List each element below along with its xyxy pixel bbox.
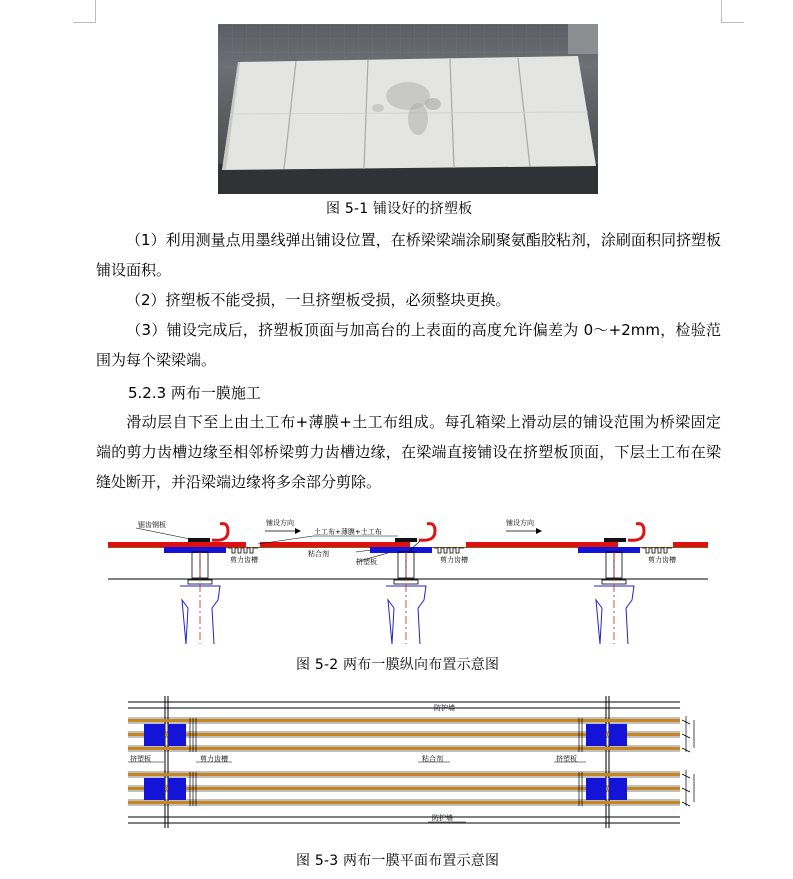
label-guard-wall-bottom: 防护墙 xyxy=(432,814,453,822)
xps-block xyxy=(586,724,606,746)
figure-5-3-caption: 图 5-3 两布一膜平面布置示意图 xyxy=(296,853,500,869)
label-adhesive: 粘合剂 xyxy=(422,755,443,763)
label-xps-right: 挤塑板 xyxy=(556,755,577,763)
xps-block xyxy=(609,778,627,800)
label-xps: 挤塑板 xyxy=(356,558,377,566)
section-heading: 5.2.3 两布一膜施工 xyxy=(128,384,261,402)
xps-block xyxy=(586,778,606,800)
shear-groove xyxy=(434,548,464,553)
membrane-hook xyxy=(212,524,228,541)
membrane-segment xyxy=(466,542,618,547)
steel-plate xyxy=(395,538,417,542)
label-direction-1: 铺设方向 xyxy=(266,519,294,527)
crop-mark-top-right xyxy=(721,0,744,23)
paragraph-2: （2）挤塑板不能受损，一旦挤塑板受损，必须整块更换。 xyxy=(126,291,511,309)
figure-5-1-caption: 图 5-1 铺设好的挤塑板 xyxy=(326,201,473,217)
direction-arrow xyxy=(265,528,301,534)
label-adhesive: 粘合剂 xyxy=(308,550,329,558)
direction-arrow xyxy=(506,528,542,534)
crop-mark-top-left xyxy=(73,0,96,23)
xps-block xyxy=(144,724,165,746)
label-direction-2: 铺设方向 xyxy=(506,519,534,527)
body-paragraph: 滑动层自下至上由土工布+薄膜+土工布组成。每孔箱梁上滑动层的铺设范围为桥梁固定端的剪力齿槽边缘至相邻桥梁剪力齿槽边缘，在梁端直接铺设在挤塑板顶面，下层土工布在梁缝处断开，并沿梁端边缘将多余部分剪除。 xyxy=(96,413,721,491)
xps-block xyxy=(168,778,186,800)
shear-groove xyxy=(642,548,672,553)
figure-5-2-caption: 图 5-2 两布一膜纵向布置示意图 xyxy=(296,657,500,673)
xps-block xyxy=(144,778,165,800)
dimension-ticks xyxy=(682,716,694,806)
membrane-segment xyxy=(673,542,708,547)
figure-photo-xps-boards xyxy=(218,24,598,194)
paragraph-3: （3）铺设完成后，挤塑板顶面与加高台的上表面的高度允许偏差为 0～+2mm，检验范围为每个梁梁端。 xyxy=(96,321,721,369)
label-xps-left: 挤塑板 xyxy=(130,755,151,763)
label-layers: 土工布+薄膜+土工布 xyxy=(314,528,382,536)
membrane-hook xyxy=(628,524,644,541)
paragraph-1: （1）利用测量点用墨线弹出铺设位置，在桥梁梁端涂刷聚氨酯胶粘剂，涂刷面积同挤塑板铺设面积。 xyxy=(96,231,721,279)
label-shear-groove-2: 剪力齿槽 xyxy=(440,556,468,564)
xps-block xyxy=(609,724,627,746)
membrane-hook xyxy=(419,524,435,541)
steel-plate xyxy=(188,538,210,542)
membrane-segment xyxy=(108,542,246,547)
figure-5-3-plan-diagram xyxy=(128,696,708,828)
label-steel-plate: 锯齿钢板 xyxy=(138,521,166,529)
label-shear-groove-left: 剪力齿槽 xyxy=(200,755,228,763)
shear-groove xyxy=(228,548,258,553)
membrane-segment xyxy=(260,542,410,547)
xps-block xyxy=(168,724,186,746)
shear-groove-marks xyxy=(190,718,582,806)
label-guard-wall-top: 防护墙 xyxy=(434,704,455,712)
label-shear-groove-1: 剪力齿槽 xyxy=(230,556,258,564)
steel-plate xyxy=(604,538,626,542)
figure-5-2-longitudinal-diagram xyxy=(108,508,708,644)
label-shear-groove-3: 剪力齿槽 xyxy=(648,556,676,564)
